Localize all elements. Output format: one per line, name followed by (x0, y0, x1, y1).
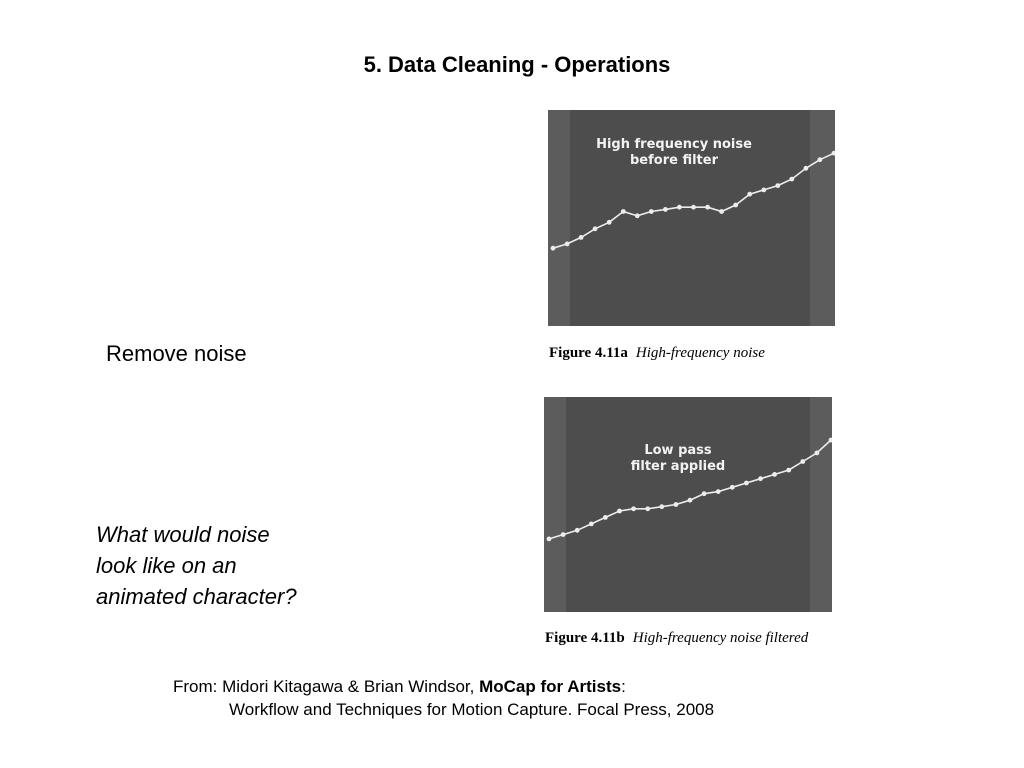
figure-description: High-frequency noise (635, 345, 765, 361)
data-point (786, 468, 791, 473)
data-point (575, 528, 580, 533)
data-point (815, 451, 820, 456)
book-title: MoCap for Artists (479, 677, 622, 696)
data-point (631, 506, 636, 511)
data-point (818, 157, 823, 162)
data-point (691, 205, 696, 210)
data-point (677, 205, 682, 210)
figure-number: Figure 4.11b (545, 630, 625, 646)
slide-title: 5. Data Cleaning - Operations (363, 52, 671, 77)
filtered-chart (544, 397, 832, 612)
data-point (617, 509, 622, 514)
question-line: animated character? (96, 584, 297, 609)
data-point (705, 205, 710, 210)
chart-label-line: filter applied (630, 459, 726, 474)
figure-description: High-frequency noise filtered (632, 630, 809, 646)
figure-caption (549, 345, 765, 362)
data-point (547, 537, 552, 542)
data-point (733, 203, 738, 208)
data-point (716, 489, 721, 494)
question-line: look like on an (96, 553, 237, 578)
data-point (804, 166, 809, 171)
data-point (607, 220, 612, 225)
noise-chart (548, 110, 835, 326)
data-point (635, 213, 640, 218)
question-line: What would noise (96, 522, 270, 547)
data-point (744, 481, 749, 486)
figure-caption (545, 630, 808, 647)
remove-noise-text: Remove noise (106, 341, 247, 366)
data-point (551, 246, 556, 251)
data-point (645, 506, 650, 511)
data-point (772, 472, 777, 477)
data-point (589, 522, 594, 527)
data-point (747, 192, 752, 197)
data-point (702, 491, 707, 496)
citation-prefix: From: Midori Kitagawa & Brian Windsor, (173, 677, 480, 696)
citation-line-2: Workflow and Techniques for Motion Capture. Focal Press, 2008 (229, 700, 715, 719)
left-border-band (548, 110, 570, 326)
data-point (758, 476, 763, 481)
figure-high-frequency-noise (548, 110, 835, 326)
data-point (579, 235, 584, 240)
right-border-band (810, 397, 832, 612)
figure-number: Figure 4.11a (549, 345, 628, 361)
citation-colon: : (621, 677, 626, 696)
data-point (565, 242, 570, 247)
right-border-band (810, 110, 835, 326)
left-border-band (544, 397, 566, 612)
data-point (730, 485, 735, 490)
data-point (603, 515, 608, 520)
chart-label-line: Low pass (644, 443, 712, 458)
data-point (561, 532, 566, 537)
chart-label-line: High frequency noise (596, 137, 752, 152)
figure-noise-filtered (544, 397, 832, 612)
question-text (96, 519, 416, 612)
source-citation (173, 675, 714, 721)
data-point (688, 498, 693, 503)
data-point (649, 209, 654, 214)
data-point (775, 183, 780, 188)
data-point (663, 207, 668, 212)
data-point (674, 502, 679, 507)
data-point (800, 459, 805, 464)
data-point (593, 226, 598, 231)
data-point (761, 188, 766, 193)
chart-label-line: before filter (630, 153, 718, 168)
data-point (719, 209, 724, 214)
data-point (621, 209, 626, 214)
data-point (789, 177, 794, 182)
data-point (659, 504, 664, 509)
